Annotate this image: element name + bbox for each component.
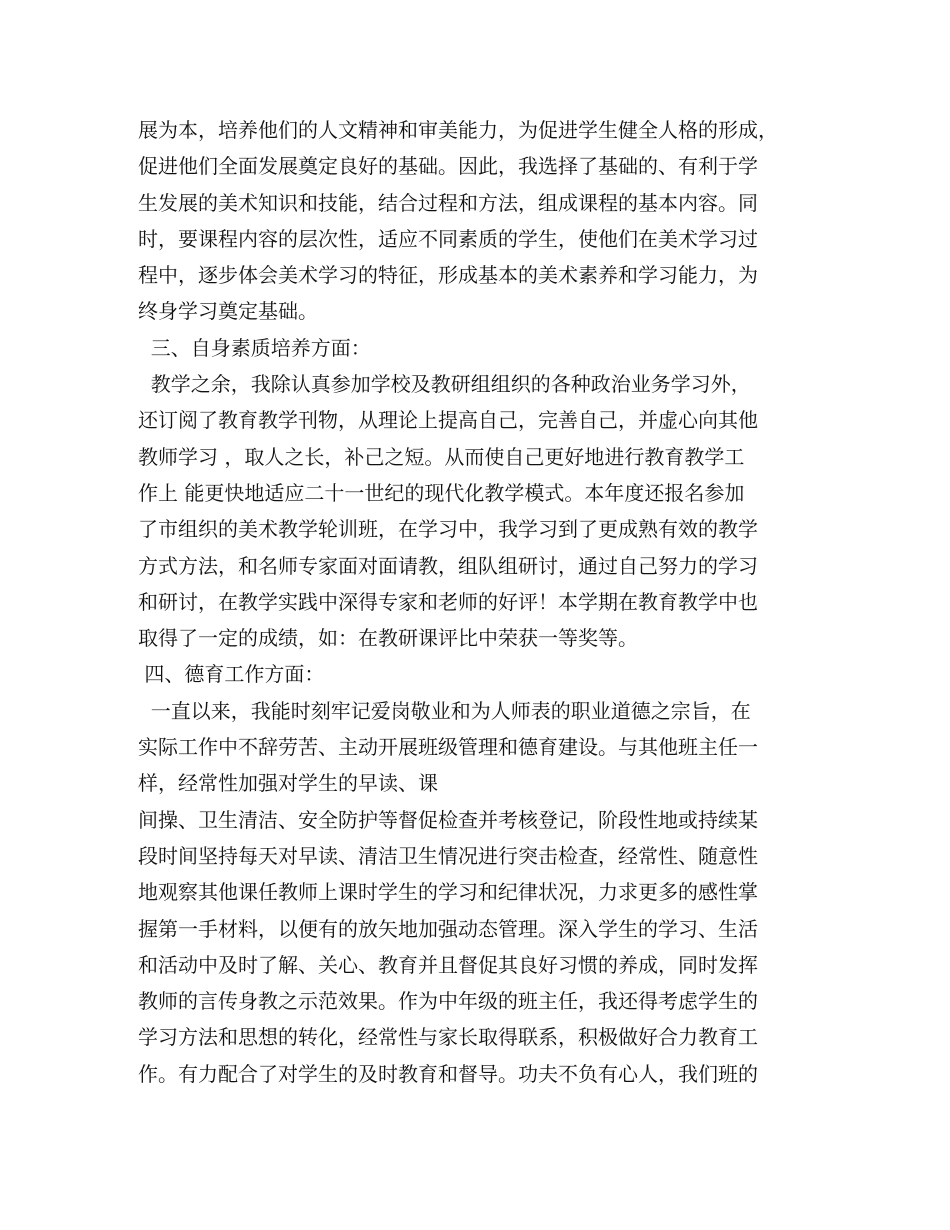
text-line: 学习方法和思想的转化，经常性与家长取得联系，积极做好合力教育工 [138, 1025, 758, 1050]
text-line: 教师的言传身教之示范效果。作为中年级的班主任，我还得考虑学生的 [138, 989, 758, 1014]
text-line: 地观察其他课任教师上课时学生的学习和纪律状况，力求更多的感性掌 [138, 880, 758, 905]
text-line: 程中，逐步体会美术学习的特征，形成基本的美术素养和学习能力，为 [138, 263, 758, 288]
text-line: 样，经常性加强对学生的早读、课 [138, 771, 438, 796]
text-line: 作上 能更快地适应二十一世纪的现代化教学模式。本年度还报名参加 [138, 480, 745, 505]
text-line: 方式方法，和名师专家面对面请教，组队组研讨，通过自己努力的学习 [138, 553, 758, 578]
text-line: 一直以来，我能时刻牢记爱岗敬业和为人师表的职业道德之宗旨，在 [138, 698, 751, 723]
text-line: 展为本，培养他们的人文精神和审美能力，为促进学生健全人格的形成， [138, 118, 778, 142]
text-line: 取得了一定的成绩，如：在教研课评比中荣获一等奖等。 [138, 626, 638, 651]
text-line: 实际工作中不辞劳苦、主动开展班级管理和德育建设。与其他班主任一 [138, 735, 758, 760]
document-body [138, 112, 828, 1092]
section-heading: 三、自身素质培养方面： [138, 335, 371, 360]
text-line: 还订阅了教育教学刊物，从理论上提高自己，完善自己，并虚心向其他 [138, 408, 758, 433]
text-line: 生发展的美术知识和技能，结合过程和方法，组成课程的基本内容。同 [138, 190, 758, 215]
text-line: 和研讨，在教学实践中深得专家和老师的好评！本学期在教育教学中也 [138, 589, 758, 614]
text-line: 了市组织的美术教学轮训班，在学习中，我学习到了更成熟有效的教学 [138, 517, 758, 542]
section-heading: 四、德育工作方面： [138, 662, 325, 687]
text-line: 教师学习 ，取人之长，补己之短。从而使自己更好地进行教育教学工 [138, 444, 745, 469]
text-line: 教学之余，我除认真参加学校及教研组组织的各种政治业务学习外， [138, 372, 751, 397]
text-line: 段时间坚持每天对早读、清洁卫生情况进行突击检查，经常性、随意性 [138, 843, 758, 868]
text-line: 握第一手材料，以便有的放矢地加强动态管理。深入学生的学习、生活 [138, 916, 758, 941]
text-line: 促进他们全面发展奠定良好的基础。因此，我选择了基础的、有利于学 [138, 154, 758, 179]
text-line: 和活动中及时了解、关心、教育并且督促其良好习惯的养成，同时发挥 [138, 952, 758, 977]
text-line: 间操、卫生清洁、安全防护等督促检查并考核登记，阶段性地或持续某 [138, 807, 758, 832]
text-line: 终身学习奠定基础。 [138, 299, 318, 324]
text-line: 时，要课程内容的层次性，适应不同素质的学生，使他们在美术学习过 [138, 226, 758, 251]
text-line: 作。有力配合了对学生的及时教育和督导。功夫不负有心人，我们班的 [138, 1061, 758, 1086]
